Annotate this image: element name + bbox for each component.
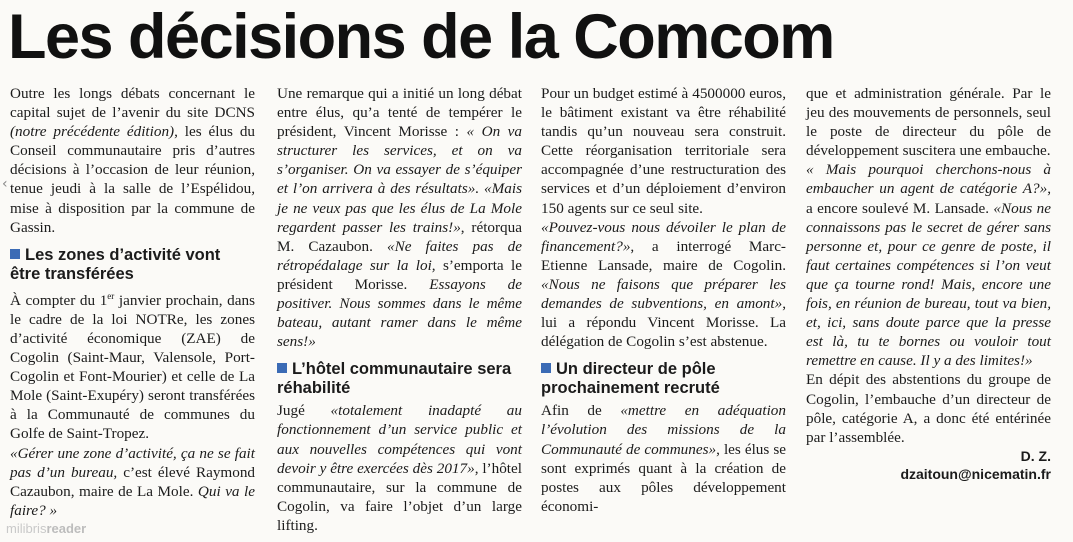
subheading-zones: Les zones d’activité vont être transférées [10,245,221,283]
square-bullet-icon [10,249,20,259]
subheading-directeur: Un directeur de pôle prochainement recruté [541,360,720,398]
paragraph: En dépit des abstentions du groupe de Cogolin, l’embauche d’un directeur de pôle, catégorie A, a donc été entérinée par l’assemblée. [806,371,1051,446]
column-3 [541,84,786,516]
paragraph: « Mais pourquoi cherchons-nous à embaucher un agent de catégorie A?», a encore soulevé M. Lansade. «Nous ne connaissons pas le secret de gérer sans personne et, pour ce genre de poste, il faut certaines compétences si l’on veut que ça tourne rond! Mais, encore une fois, en réunion de bureau, tout va bien, et, ici, sans doute parce que la presse est là, tu te bornes ou vouloir tout remettre en cause. Il y a des limites!» [806,161,1051,370]
paragraph: À compter du 1er janvier prochain, dans le cadre de la loi NOTRe, les zones d’activité économique (ZAE) de Cogolin (Saint-Maur, Valensole, Port-Cogolin et Font-Mourier) et celle de La Mole (Saint-Exupéry) seront transférées à la Communauté de communes du Golfe de Saint-Tropez. [10,290,256,443]
byline-email[interactable]: dzaitoun@nicematin.fr [900,465,1051,482]
subheading-hotel: L’hôtel communautaire sera réhabilité [277,360,512,398]
column-1 [10,84,255,520]
column-4 [806,84,1051,483]
paragraph: que et administration générale. Par le jeu des mouvements de personnels, seul le poste de directeur du pôle de développement suscitera une embauche. [806,85,1051,160]
paragraph: Pour un budget estimé à 4500000 euros, le bâtiment existant va être réhabilité tandis qu’un nouveau sera construit. Cette réorganisation territoriale sera accompagnée d’une restructuration des services et d’un déploiement d’environ 150 agents sur ce seul site. [541,85,786,217]
byline-initials: D. Z. [1020,447,1051,464]
milibris-reader-logo: milibrisreader [6,521,87,536]
paragraph: Une remarque qui a initié un long débat entre élus, qu’a tenté de tempérer le président, Vincent Morisse : « On va structurer les services, et on va s’organiser. On va essayer de s’équiper et l’on arrivera à des résultats». «Mais je ne veux pas que les élus de La Mole regardent passer les trains!», rétorqua M. Cazaubon. «Ne faites pas de rétropédalage sur la loi, s’emporta le président Morisse. Essayons de positiver. Nous sommes dans le même bateau, autant ramer dans le même sens!» [277,85,523,351]
square-bullet-icon [277,363,287,373]
paragraph: Afin de «mettre en adéquation l’évolution des missions de la Communauté de communes», les élus se sont exprimés quant à la création de postes aux pôles développement économi- [541,402,786,515]
square-bullet-icon [541,363,551,373]
paragraph: «Pouvez-vous nous dévoiler le plan de financement?», a interrogé Marc-Etienne Lansade, maire de Cogolin. «Nous ne faisons que préparer les demandes de subventions, en amont», lui a répondu Vincent Morisse. La délégation de Cogolin s’est abstenue. [541,218,786,351]
column-2 [277,84,522,535]
headline: Les décisions de la Comcom [8,2,834,72]
paragraph: «Gérer une zone d’activité, ça ne se fait pas d’un bureau, c’est élevé Raymond Cazaubon, maire de La Mole. Qui va le faire? » [10,444,256,519]
paragraph: Outre les longs débats concernant le capital sujet de l’avenir du site DCNS (notre précédente édition), les élus du Conseil communautaire pris d’autres décisions à l’occasion de leur réunion, tenue jeudi à la salle de l’Espélidou, mise à disposition par la commune de Gassin. [10,85,256,236]
chevron-left-icon[interactable]: ‹ [2,176,8,192]
paragraph: Jugé «totalement inadapté au fonctionnement d’un service public et aux nouvelles compétences qui vont devoir y être exercées dès 2017», l’hôtel communautaire, sur la commune de Cogolin, va faire l’objet d’un large lifting. [277,402,522,534]
